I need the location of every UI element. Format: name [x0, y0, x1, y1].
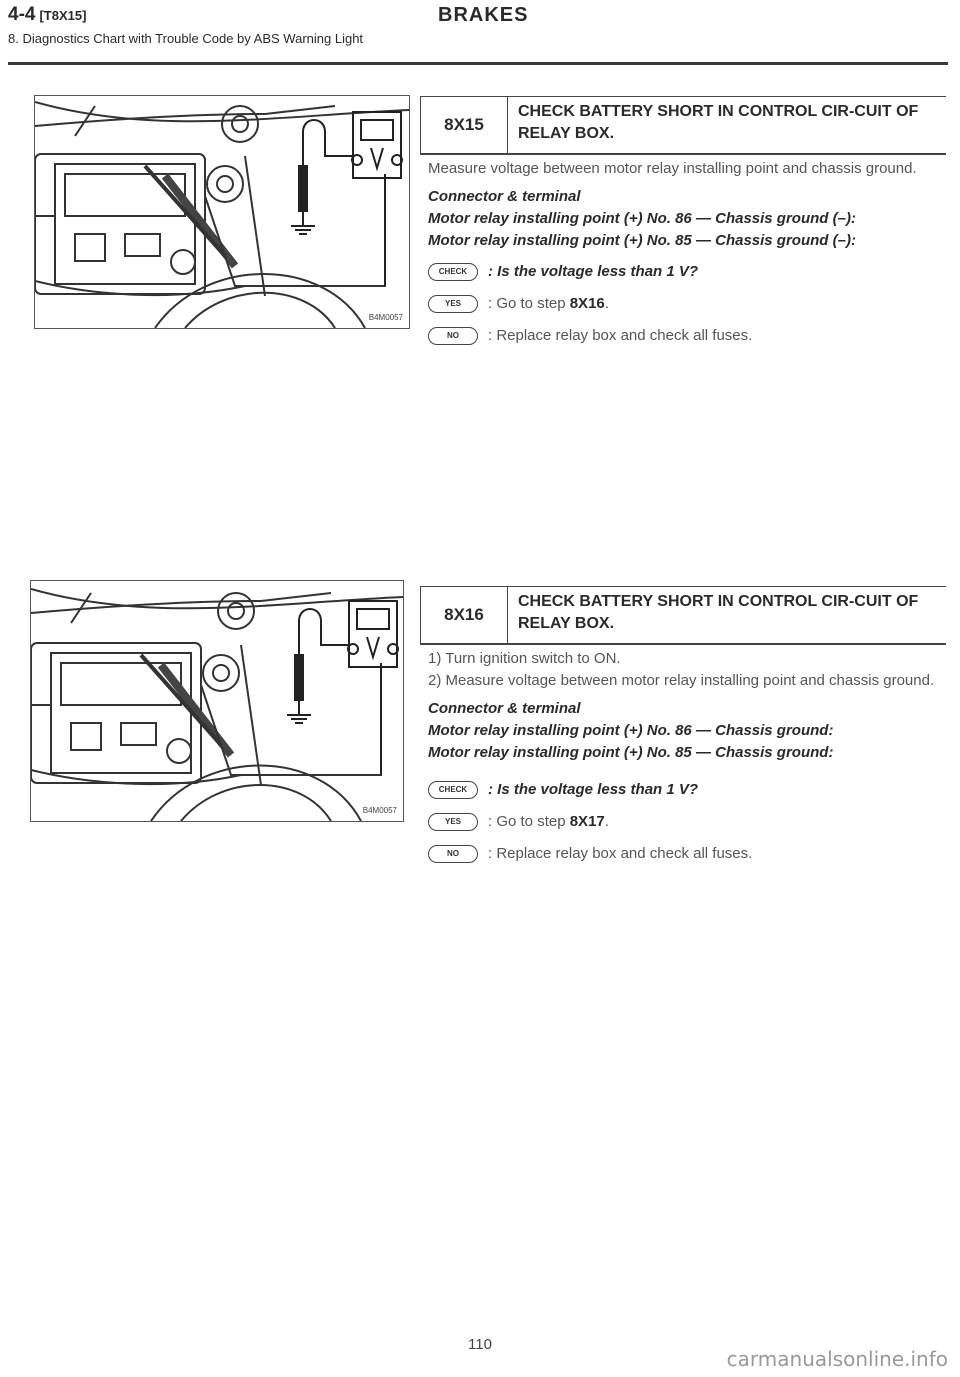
page-number: 110	[468, 1336, 492, 1353]
yes-badge-icon: YES	[428, 295, 478, 313]
step-header-8x15	[420, 96, 946, 155]
step-title: CHECK BATTERY SHORT IN CONTROL CIR-CUIT OF RELAY BOX.	[518, 103, 919, 142]
check-question: : Is the voltage less than 1 V?	[488, 263, 699, 280]
instruction-text: Measure voltage between motor relay installing point and chassis ground.	[428, 160, 917, 177]
yes-prefix: : Go to step	[488, 813, 570, 830]
check-question: : Is the voltage less than 1 V?	[488, 781, 699, 798]
yes-suffix: .	[604, 295, 609, 312]
terminal-spec: Motor relay installing point (+) No. 85 — Chassis ground:	[428, 744, 834, 761]
no-row	[428, 320, 950, 352]
section-number	[8, 4, 86, 26]
yes-prefix: : Go to step	[488, 295, 570, 312]
next-step-link[interactable]: 8X16	[569, 295, 605, 312]
figure-code: B4M0057	[362, 806, 397, 815]
connector-heading: Connector & terminal	[428, 188, 581, 205]
relay-box-diagram	[31, 581, 403, 821]
header-rule	[8, 62, 948, 65]
yes-suffix: .	[604, 813, 609, 830]
instruction-text: 1) Turn ignition switch to ON.	[428, 650, 621, 667]
no-action: : Replace relay box and check all fuses.	[488, 327, 753, 344]
check-badge-icon: CHECK	[428, 781, 478, 799]
terminal-spec: Motor relay installing point (+) No. 85 — Chassis ground (–):	[428, 232, 856, 249]
yes-row	[428, 288, 950, 320]
relay-box-diagram	[35, 96, 409, 328]
check-badge-icon: CHECK	[428, 263, 478, 281]
section-label: 4-4	[8, 4, 36, 25]
connector-heading: Connector & terminal	[428, 700, 581, 717]
no-badge-icon: NO	[428, 327, 478, 345]
no-badge-icon: NO	[428, 845, 478, 863]
step-header-8x16	[420, 586, 946, 645]
section-code: [T8X15]	[39, 8, 87, 23]
terminal-spec: Motor relay installing point (+) No. 86 — Chassis ground (–):	[428, 210, 856, 227]
check-row	[428, 256, 950, 288]
step-title: CHECK BATTERY SHORT IN CONTROL CIR-CUIT OF RELAY BOX.	[518, 593, 919, 632]
yes-badge-icon: YES	[428, 813, 478, 831]
next-step-link[interactable]: 8X17	[569, 813, 605, 830]
no-action: : Replace relay box and check all fuses.	[488, 845, 753, 862]
terminal-spec: Motor relay installing point (+) No. 86 — Chassis ground:	[428, 722, 834, 739]
chapter-subtitle: 8. Diagnostics Chart with Trouble Code by ABS Warning Light	[8, 31, 364, 46]
relay-box-figure-1	[34, 95, 410, 329]
yes-row	[428, 806, 950, 838]
figure-code: B4M0057	[368, 313, 403, 322]
step-body-8x16	[428, 648, 950, 870]
watermark: carmanualsonline.info	[726, 1347, 948, 1371]
step-body-8x15	[428, 158, 950, 352]
step-number: 8X16	[420, 587, 508, 643]
instruction-text: 2) Measure voltage between motor relay installing point and chassis ground.	[428, 672, 935, 689]
check-row	[428, 774, 950, 806]
chapter-title: BRAKES	[438, 4, 529, 26]
relay-box-figure-2	[30, 580, 404, 822]
no-row	[428, 838, 950, 870]
step-number: 8X15	[420, 97, 508, 153]
